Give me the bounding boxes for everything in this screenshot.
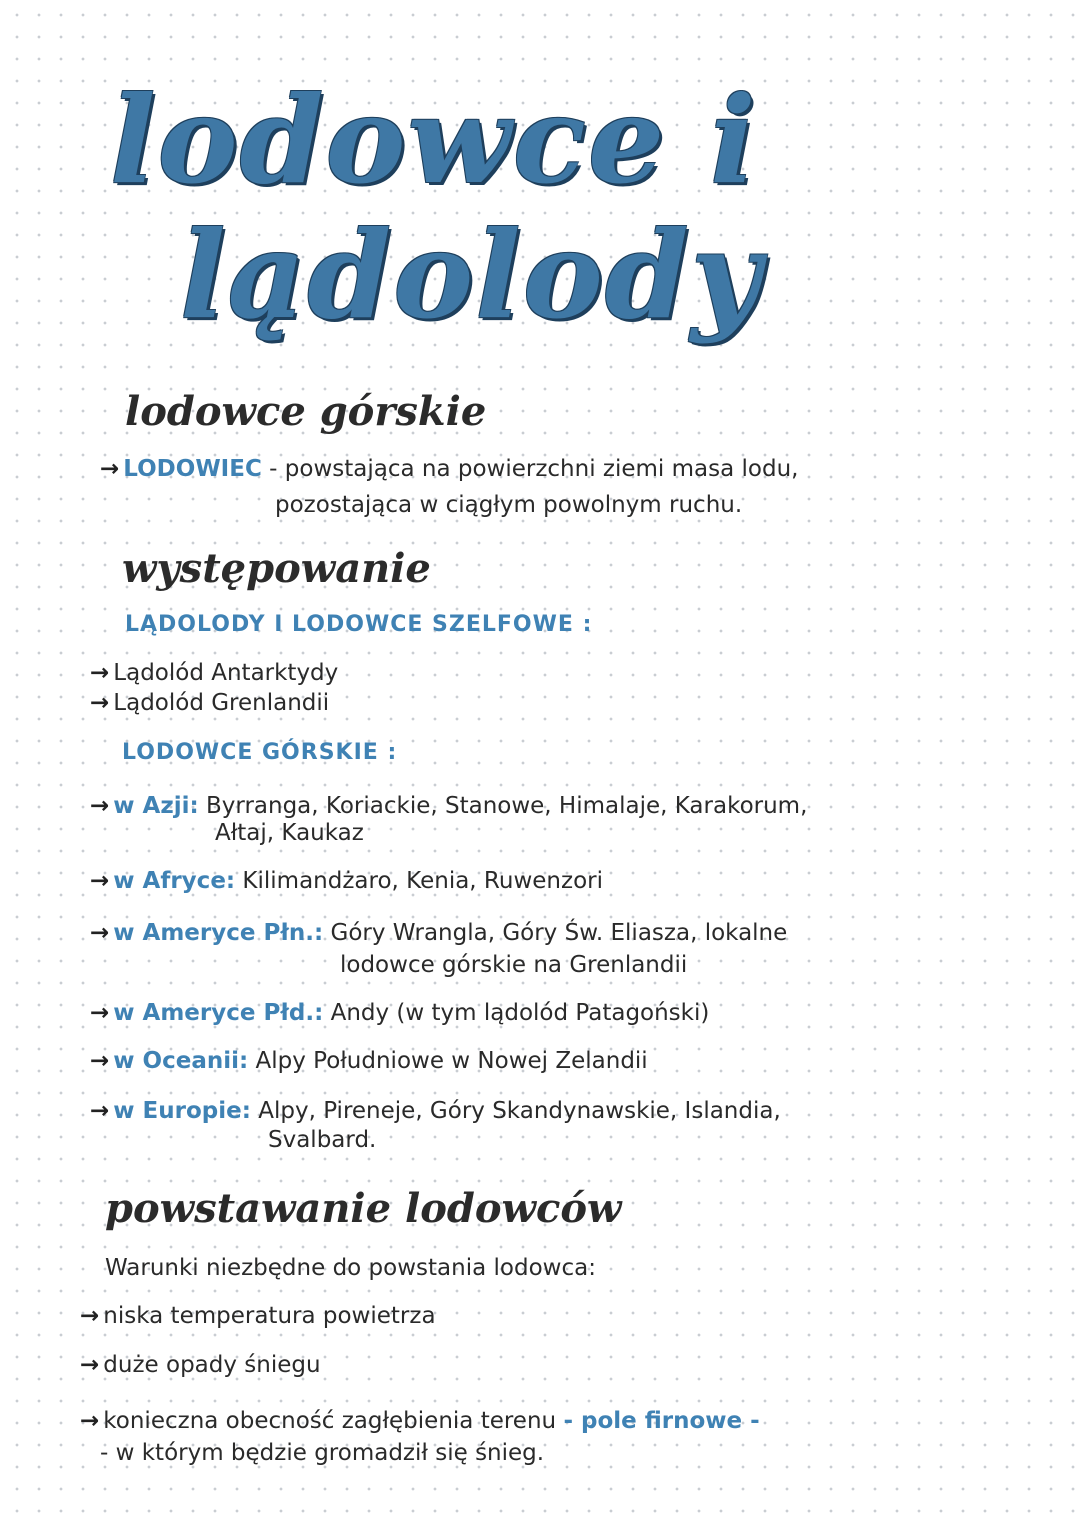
arrow-icon: →	[80, 1352, 100, 1378]
region-item-asia: → w Azji: Byrranga, Koriackie, Stanowe, Himalaje, Karakorum,	[90, 793, 808, 819]
highlight-pole-firnowe: - pole firnowe -	[563, 1408, 760, 1434]
arrow-icon: →	[90, 660, 110, 686]
definition-line1: - powstająca na powierzchni ziemi masa lodu,	[269, 456, 799, 482]
list-item: → duże opady śniegu	[80, 1352, 321, 1378]
list-item-last-cont: - w którym będzie gromadził się śnieg.	[100, 1440, 545, 1466]
subheading-mountain-glaciers: LODOWCE GÓRSKIE :	[122, 740, 398, 765]
arrow-icon: →	[80, 1408, 100, 1434]
list-item-last: → konieczna obecność zagłębienia terenu - pole firnowe -	[80, 1408, 760, 1434]
section-heading-occurrence: występowanie	[122, 545, 431, 592]
arrow-icon: →	[90, 920, 110, 946]
term-lodowiec: LODOWIEC	[123, 456, 262, 482]
glacier-definition	[100, 456, 798, 482]
section-heading-formation: powstawanie lodowców	[105, 1185, 622, 1232]
subheading-ice-sheets: LĄDOLODY I LODOWCE SZELFOWE :	[125, 612, 593, 637]
section-heading-mountain-glaciers: lodowce górskie	[125, 388, 487, 435]
region-item-north-america: → w Ameryce Płn.: Góry Wrangla, Góry Św. Eliasza, lokalne	[90, 920, 788, 946]
arrow-icon: →	[90, 793, 110, 819]
page-title-line1: lodowce i	[110, 70, 758, 211]
arrow-icon: →	[100, 456, 120, 482]
arrow-icon: →	[90, 1000, 110, 1026]
list-item: → Lądolód Antarktydy	[90, 660, 339, 686]
formation-intro: Warunki niezbędne do powstania lodowca:	[105, 1255, 596, 1281]
region-item-europe: → w Europie: Alpy, Pireneje, Góry Skandynawskie, Islandia,	[90, 1098, 781, 1124]
region-item-north-america-cont: lodowce górskie na Grenlandii	[340, 952, 688, 978]
arrow-icon: →	[90, 1098, 110, 1124]
arrow-icon: →	[80, 1303, 100, 1329]
list-item: → niska temperatura powietrza	[80, 1303, 436, 1329]
region-item-asia-cont: Ałtaj, Kaukaz	[215, 820, 364, 846]
arrow-icon: →	[90, 1048, 110, 1074]
region-item-africa: → w Afryce: Kilimandżaro, Kenia, Ruwenzori	[90, 868, 603, 894]
list-item: → Lądolód Grenlandii	[90, 690, 330, 716]
arrow-icon: →	[90, 868, 110, 894]
region-item-europe-cont: Svalbard.	[268, 1127, 377, 1153]
definition-line2: pozostająca w ciągłym powolnym ruchu.	[275, 492, 743, 518]
arrow-icon: →	[90, 690, 110, 716]
page-title-line2: lądolody	[180, 205, 763, 346]
region-item-oceania: → w Oceanii: Alpy Południowe w Nowej Zelandii	[90, 1048, 648, 1074]
region-item-south-america: → w Ameryce Płd.: Andy (w tym lądolód Patagoński)	[90, 1000, 710, 1026]
